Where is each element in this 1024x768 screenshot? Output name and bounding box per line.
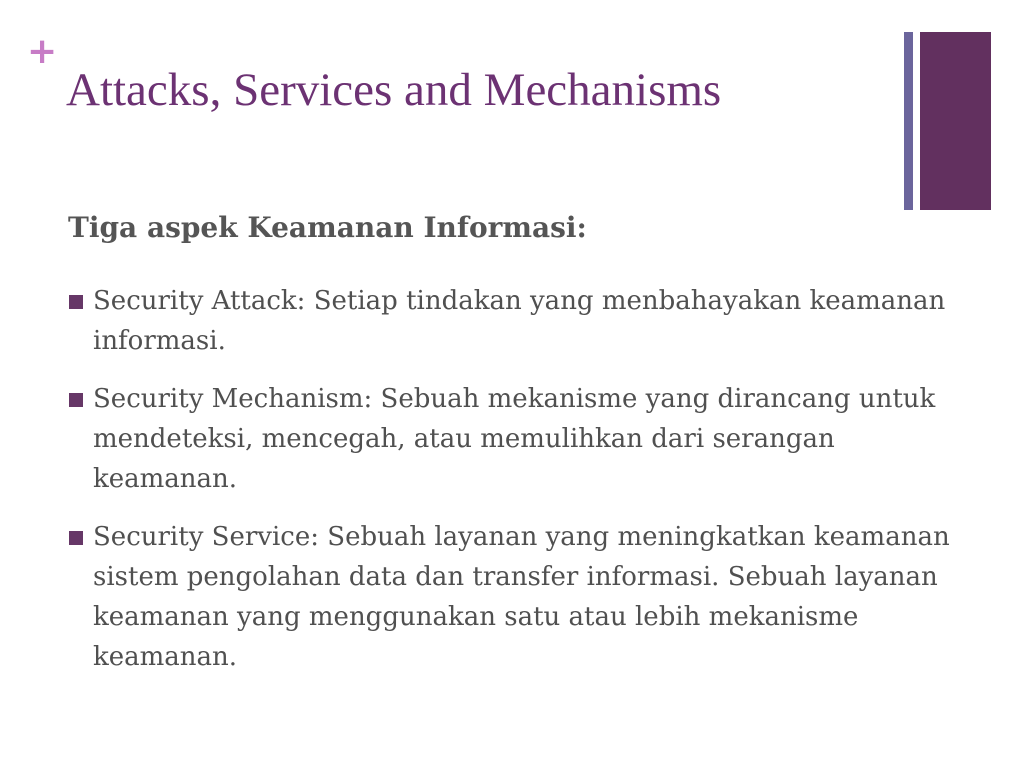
accent-bar-thin: [904, 32, 913, 210]
bullet-text: Security Attack: Setiap tindakan yang menbahayakan keamanan informasi.: [93, 286, 946, 356]
bullet-list: [68, 281, 958, 695]
bullet-text: Security Service: Sebuah layanan yang meningkatkan keamanan sistem pengolahan data dan transfer informasi. Sebuah layanan keamanan yang menggunakan satu atau lebih mekanisme keamanan.: [93, 522, 950, 672]
plus-icon: +: [27, 31, 58, 72]
bullet-item-security-mechanism: [68, 379, 958, 499]
slide-subheading: Tiga aspek Keamanan Informasi:: [68, 211, 587, 244]
square-bullet-icon: [69, 295, 83, 309]
accent-bar-wide: [920, 32, 991, 210]
bullet-item-security-service: [68, 517, 958, 677]
square-bullet-icon: [69, 531, 83, 545]
bullet-item-security-attack: [68, 281, 958, 361]
square-bullet-icon: [69, 393, 83, 407]
bullet-text: Security Mechanism: Sebuah mekanisme yang dirancang untuk mendeteksi, mencegah, atau memulihkan dari serangan keamanan.: [93, 384, 936, 494]
slide-title: Attacks, Services and Mechanisms: [66, 64, 722, 116]
